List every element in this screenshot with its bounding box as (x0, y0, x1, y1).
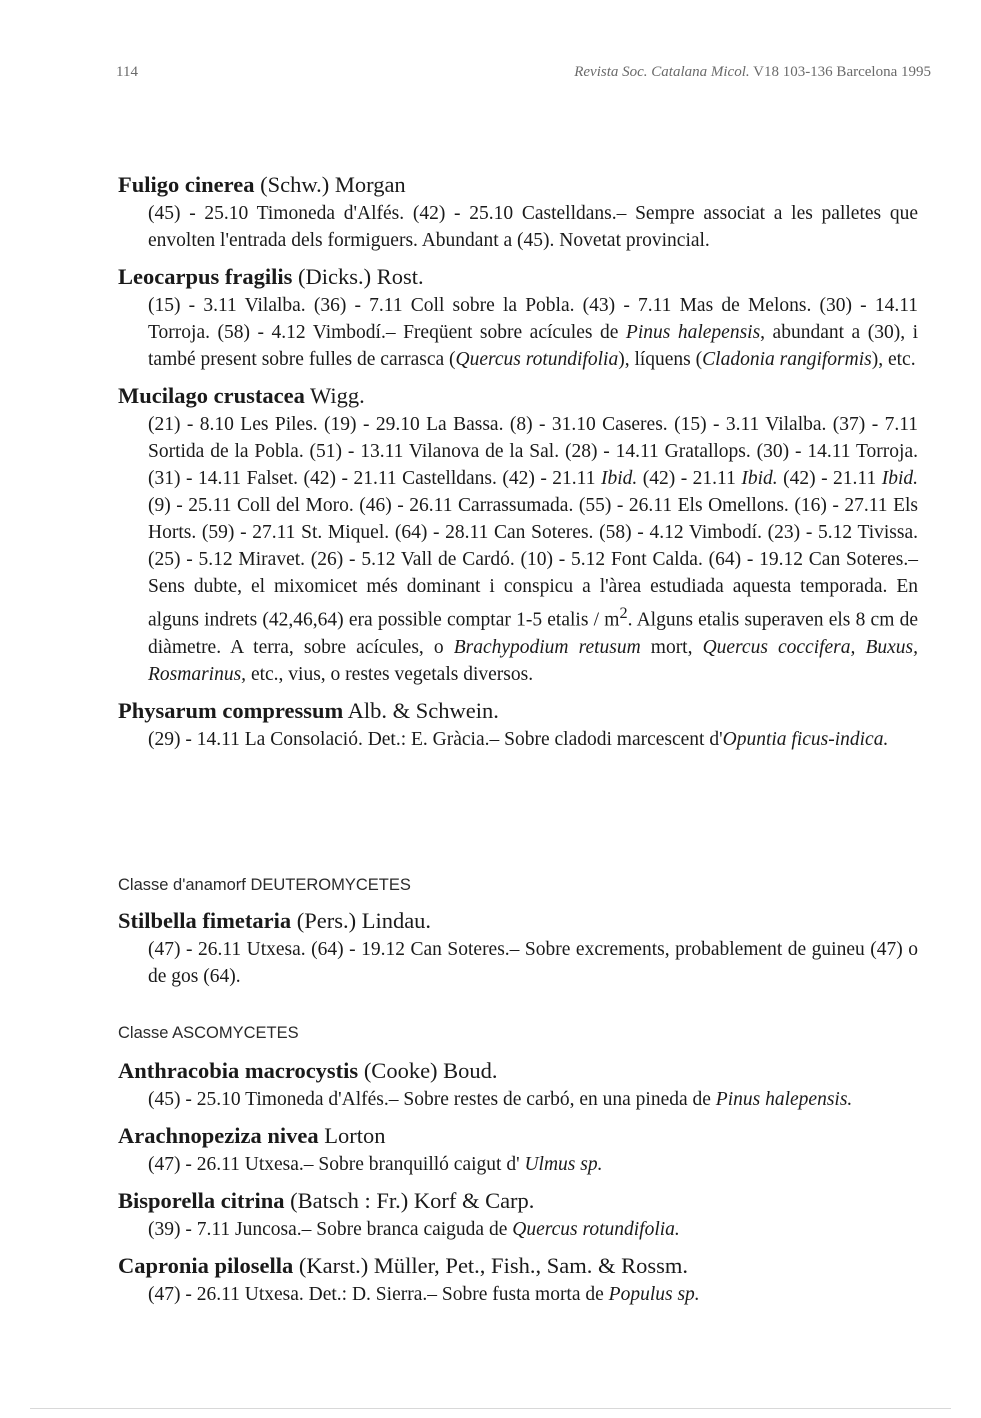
species-record (148, 726, 918, 753)
species-heading (118, 906, 918, 936)
text-run: (42) - 21.11 (637, 468, 742, 489)
species-entry (118, 1251, 918, 1308)
italic-taxon: Ibid. (881, 468, 918, 489)
italic-taxon: Quercus rotundifolia (455, 349, 619, 370)
italic-taxon: Quercus rotundifolia. (512, 1219, 680, 1240)
species-author: Alb. & Schwein. (347, 697, 499, 723)
text-run: mort, (640, 636, 703, 658)
class-heading: Classe ASCOMYCETES (118, 1024, 299, 1042)
text-run: ), etc. (871, 349, 916, 370)
text-run: . Alguns etalis superaven els 8 cm de diàmetre. A terra, sobre acícules, o (148, 609, 918, 658)
species-name: Capronia pilosella (118, 1253, 294, 1278)
section-deuteromycetes (118, 906, 918, 990)
species-entry (118, 906, 918, 990)
species-heading (118, 1056, 918, 1086)
italic-taxon: Opuntia ficus-indica. (722, 728, 889, 750)
superscript: 2 (619, 604, 628, 622)
species-record (148, 292, 918, 373)
species-entry (118, 381, 918, 688)
text-run: (47) - 26.11 Utxesa.– Sobre branquilló caigut d' (148, 1154, 525, 1175)
species-name: Arachnopeziza nivea (118, 1123, 319, 1148)
italic-taxon: Pinus halepensis (625, 322, 761, 343)
page-edge-rule (30, 1408, 951, 1409)
running-header (574, 64, 931, 81)
species-author: (Pers.) Lindau. (296, 908, 432, 933)
species-name: Anthracobia macrocystis (118, 1058, 359, 1083)
italic-taxon: Quercus coccifera, Buxus, Rosmarinus, (148, 636, 919, 685)
species-author: Lorton (324, 1123, 386, 1148)
italic-taxon: Ulmus sp. (524, 1154, 603, 1175)
section-ascomycetes (118, 1056, 918, 1308)
text-run: ), líquens ( (618, 349, 703, 370)
italic-taxon: Cladonia rangiformis (702, 349, 872, 370)
italic-taxon: Pinus halepensis. (715, 1089, 853, 1110)
species-author: (Karst.) Müller, Pet., Fish., Sam. & Rossm. (298, 1253, 688, 1278)
species-heading (118, 1251, 918, 1281)
text-run: (29) - 14.11 La Consolació. Det.: E. Gràcia.– Sobre cladodi marcescent d' (148, 728, 723, 750)
species-heading (118, 381, 918, 411)
text-run: (45) - 25.10 Timoneda d'Alfés. (42) - 25.10 Castelldans.– Sempre associat a les palletes que envolten l'entrada dels formiguers. Abundant a (45). Novetat provincial. (148, 203, 918, 251)
species-name: Stilbella fimetaria (118, 908, 292, 933)
text-run: , abundant a (30), i també present sobre fulles de carrasca ( (148, 322, 919, 370)
species-heading (118, 1121, 918, 1151)
text-run: (15) - 3.11 Vilalba. (36) - 7.11 Coll sobre la Pobla. (43) - 7.11 Mas de Melons. (30) - 14.11 Torroja. (58) - 4.12 Vimbodí.– Freqüent sobre acícules de (148, 295, 918, 343)
species-record (148, 936, 918, 990)
species-name: Bisporella citrina (118, 1188, 285, 1213)
species-name: Physarum compressum (118, 697, 344, 723)
text-run: (42) - 21.11 (777, 468, 882, 489)
species-record (148, 1281, 918, 1308)
italic-taxon: Ibid. (600, 468, 638, 489)
species-name: Mucilago crustacea (118, 383, 305, 408)
volume-info: V18 103-136 Barcelona 1995 (753, 64, 931, 80)
species-record (148, 1086, 918, 1113)
species-record (148, 1216, 918, 1243)
species-author: (Dicks.) Rost. (298, 264, 424, 289)
text-run: (47) - 26.11 Utxesa. (64) - 19.12 Can Soteres.– Sobre excrements, probablement de guineu (47) o de gos (64). (148, 939, 918, 987)
species-name: Leocarpus fragilis (118, 264, 293, 289)
species-entry (118, 1056, 918, 1113)
text-run: etc., vius, o restes vegetals diversos. (246, 663, 534, 685)
text-run: (9) - 25.11 Coll del Moro. (46) - 26.11 Carrassumada. (55) - 26.11 Els Omellons. (16) - 27.11 Els Horts. (59) - 27.11 St. Miquel. (64) - 28.11 Can Soteres. (58) - 4.12 Vimbodí. (23) - 5.12 Tivissa. (25) - 5.12 Miravet. (26) - 5.12 Vall de Cardó. (10) - 5.12 Font Calda. (64) - 19.12 Can Soteres.– Sens dubte, el mixomicet més dominant i conspicu a l'àrea estudiada aquesta temporada. En alguns indrets (42,46,64) era possible comptar 1-5 etalis / m (148, 495, 918, 631)
species-record (148, 411, 918, 688)
italic-taxon: Populus sp. (608, 1284, 700, 1305)
species-entry (118, 1186, 918, 1243)
species-author: (Cooke) Boud. (363, 1058, 498, 1083)
species-author: (Batsch : Fr.) Korf & Carp. (290, 1188, 535, 1213)
species-name: Fuligo cinerea (118, 172, 255, 197)
species-entry (118, 696, 918, 753)
section-myxomycetes (118, 170, 918, 753)
journal-title: Revista Soc. Catalana Micol. (574, 64, 750, 80)
species-heading (118, 696, 918, 726)
text-run: (21) - 8.10 Les Piles. (19) - 29.10 La Bassa. (8) - 31.10 Caseres. (15) - 3.11 Vilalba. (37) - 7.11 Sortida de la Pobla. (51) - 13.11 Vilanova de la Sal. (28) - 14.11 Gratallops. (30) - 14.11 Torroja. (31) - 14.11 Falset. (42) - 21.11 Castelldans. (42) - 21.11 (148, 414, 918, 489)
species-entry (118, 170, 918, 254)
species-record (148, 200, 918, 254)
text-run: (45) - 25.10 Timoneda d'Alfés.– Sobre restes de carbó, en una pineda de (148, 1089, 716, 1110)
species-entry (118, 262, 918, 373)
text-run: (47) - 26.11 Utxesa. Det.: D. Sierra.– Sobre fusta morta de (148, 1284, 609, 1305)
species-heading (118, 262, 918, 292)
species-record (148, 1151, 918, 1178)
species-author: (Schw.) Morgan (260, 172, 406, 197)
species-heading (118, 170, 918, 200)
italic-taxon: Brachypodium retusum (453, 636, 641, 658)
species-heading (118, 1186, 918, 1216)
page-number: 114 (116, 64, 138, 80)
species-entry (118, 1121, 918, 1178)
class-heading: Classe d'anamorf DEUTEROMYCETES (118, 876, 411, 894)
species-author: Wigg. (310, 383, 365, 408)
text-run: (39) - 7.11 Juncosa.– Sobre branca caiguda de (148, 1219, 513, 1240)
italic-taxon: Ibid. (741, 468, 778, 489)
